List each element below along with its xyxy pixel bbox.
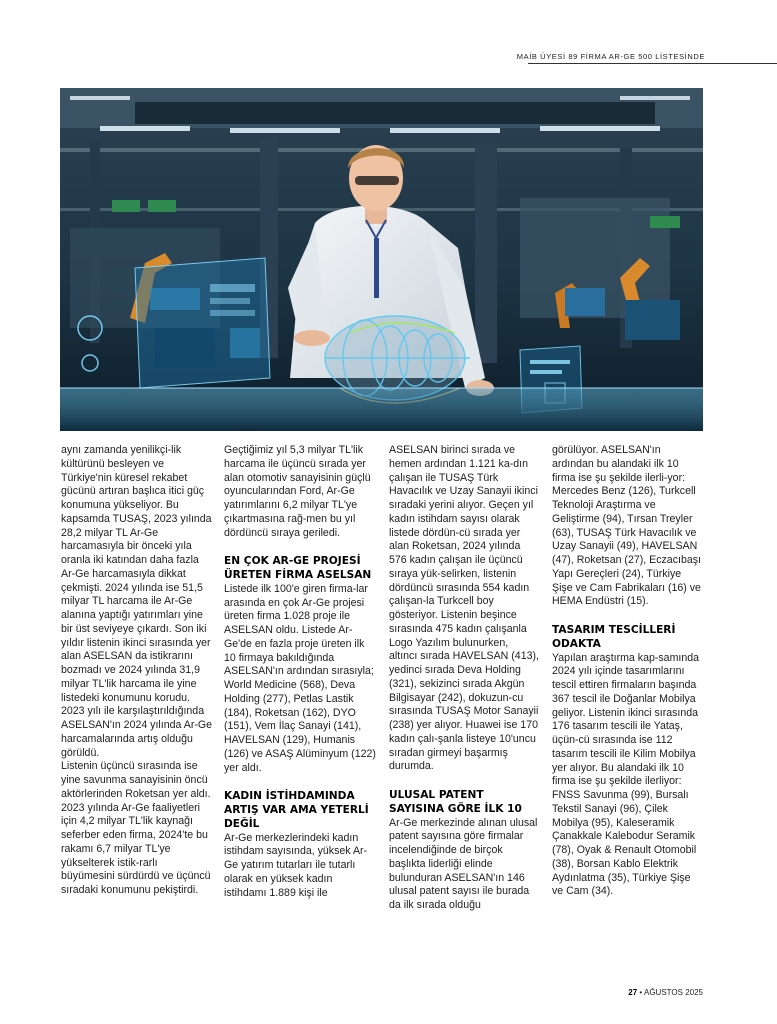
paragraph: görülüyor. ASELSAN'ın ardından bu alandaki ilk 10 firma ise şu şekilde ilerli-yor: Mercedes Benz (126), Turkcell Teknoloji Araştırma ve Geliştirme (94), Tırsan Treyler (63), TUSAŞ Türk Havacılık ve Uzay Sanayii (49), HAVELSAN (47), Roketsan (27), Eczacıbaşı Yapı Gereçleri (24), Türkiye Şişe ve Cam Fabrikaları (16) ve HEMA Endüstri (15). — [552, 444, 701, 608]
paragraph: aynı zamanda yenilikçi-lik kültürünü besleyen ve Türkiye'nin küresel rekabet gücünü artıran başlıca itici güç konumuna yükseliyor. Bu kapsamda TUSAŞ, 2023 yılında 28,2 milyar TL Ar-Ge harcamasıyla bir önceki yıla oranla iki katından daha fazla Ar-Ge harcamasıyla dikkat çekmişti. 2024 yılında ise 51,5 milyar TL harcama ile Ar-Ge alanına yaptığı yatırımları yine bir üst seviyeye çıkardı. Son iki yıldır listenin ikinci sırasında yer alan ASELSAN da istikrarını bozmadı ve 2024 yılında 31,9 milyar TL'lik harcama ile yine listedeki konumunu korudu. 2023 yılı ile karşılaştırıldığında ASELSAN'ın 2024 yılında Ar-Ge harcamalarında artış olduğu görüldü. — [61, 444, 213, 759]
page-number: 27 — [628, 988, 638, 997]
header-title: MAİB ÜYESİ 89 FİRMA AR-GE 500 LİSTESİNDE — [516, 52, 705, 61]
section-heading: TASARIM TESCİLLERİ ODAKTA — [552, 624, 676, 650]
column-1 — [61, 444, 213, 898]
column-4 — [552, 444, 704, 899]
page-footer — [628, 988, 703, 997]
section-heading: EN ÇOK AR-GE PROJESİ ÜRETEN FİRMA ASELSAN — [224, 555, 372, 581]
hero-illustration — [60, 88, 703, 431]
paragraph: Geçtiğimiz yıl 5,3 milyar TL'lik harcama ile üçüncü sırada yer alan otomotiv sanayisinin güçlü oyuncularından Ford, Ar-Ge yatırımlarını 6,2 milyar TL'ye çıkartmasına rağ-men bu yıl dördüncü sıraya geriledi. — [224, 444, 371, 539]
header-rule — [528, 63, 777, 64]
section-heading: KADIN İSTİHDAMINDA ARTIŞ VAR AMA YETERLİ DEĞİL — [224, 790, 369, 830]
paragraph: Yapılan araştırma kap-samında 2024 yılı içinde tasarımlarını tescil ettiren firmaların başında 367 tescil ile Doğanlar Mobilya geliyor. Listenin ikinci sırasında 176 tasarım tescili ile Yataş, üçün-cü sırasında ise 112 tasarım tescili ile Kilim Mobilya yer alıyor. Bu alandaki ilk 10 firma ise şu şekilde ilerliyor: FNSS Savunma (99), Bursalı Tekstil Sanayi (96), Çilek Mobilya (95), Kaleseramik Çanakkale Kalebodur Seramik (78), Oyak & Renault Otomobil (38), Borsan Kablo Elektrik Aydınlatma (35), Türkiye Şişe ve Cam (34). — [552, 651, 700, 898]
paragraph: Listede ilk 100'e giren firma-lar arasında en çok Ar-Ge projesi üreten firma 1.028 proje ile ASELSAN oldu. Listede Ar-Ge'de en fazla proje üreten ilk 10 firmaya bakıldığında ASELSAN'ın ardından sırasıyla; World Medicine (568), Deva Holding (277), Petlas Lastik (184), Roketsan (162), DYO (151), Vem İlaç Sanayi (141), HAVELSAN (129), Humanis (126) ve ASAŞ Alüminyum (122) yer aldı. — [224, 582, 376, 774]
paragraph: Ar-Ge merkezinde alınan ulusal patent sayısına göre firmalar incelendiğinde de birçok başlıkta liderliği elinde bulunduran ASELSAN'ın 146 ulusal patent sayısı ile burada da ilk sırada olduğu — [389, 816, 538, 911]
issue-date: AĞUSTOS 2025 — [644, 988, 703, 997]
paragraph: Ar-Ge merkezlerindeki kadın istihdam sayısında, yüksek Ar-Ge yatırım tutarları ile tutarlı olarak en yüksek kadın istihdamı 1.889 kişi ile — [224, 831, 368, 899]
column-2 — [224, 444, 376, 900]
hero-photo — [60, 88, 703, 431]
column-3 — [389, 444, 539, 913]
footer-bullet: • — [639, 988, 643, 997]
section-heading: ULUSAL PATENT SAYISINA GÖRE İLK 10 — [389, 789, 522, 815]
paragraph: Listenin üçüncü sırasında ise yine savunma sanayisinin öncü aktörlerinden Roketsan yer aldı. 2023 yılında Ar-Ge faaliyetleri için 4,2 milyar TL'lik kaynağı seferber eden firma, 2024'te bu rakamı 6,7 milyar TL'ye yükselterek istik-rarlı büyümesini sürdürdü ve üçüncü sıradaki konumunu pekiştirdi. — [61, 760, 211, 896]
paragraph: ASELSAN birinci sırada ve hemen ardından 1.121 ka-dın çalışan ile TUSAŞ Türk Havacılık ve Uzay Sanayii ikinci sıradaki yerini alıyor. Geçen yıl kadın istihdam sayısı olarak listede dördün-cü sırada yer alan Roketsan, 2024 yılında 576 kadın çalışan ile üçüncü sıraya yük-selirken, listenin dördüncü sırasında 554 kadın çalışan-la Turkcell boy gösteriyor. Listenin beşince sırasında 475 kadın çalışanla Logo Yazılım bulunurken, altıncı sırada HAVELSAN (413), yedinci sırada Deva Holding (321), sekizinci sırada Akgün Bilgisayar (242), dokuzun-cu sırasında TUSAŞ Motor Sanayii (238) yer alıyor. Huawei ise 170 kadın çalı-şanla listeye 10'uncu sıradan girmeyi başarmış durumda. — [389, 444, 539, 773]
